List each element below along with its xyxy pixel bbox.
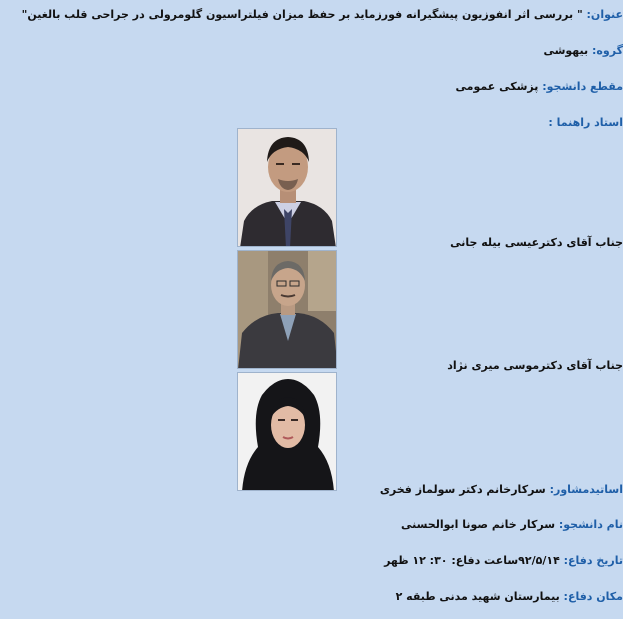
advisor-row — [380, 483, 623, 497]
portrait-woman-image — [238, 373, 337, 491]
group-value: بیهوشی — [543, 44, 589, 57]
group-label: گروه: — [592, 44, 623, 57]
advisor-value: سرکارخانم دکتر سولماز فخری — [379, 483, 546, 496]
student-value: سرکار خانم صونا ابوالحسنی — [400, 518, 556, 531]
group-row — [543, 44, 623, 58]
defense-place-row — [396, 590, 623, 604]
degree-row — [456, 80, 623, 94]
defense-date-row — [384, 554, 623, 568]
thesis-title-label: عنوان: — [586, 8, 623, 21]
degree-label: مقطع دانشجو: — [542, 80, 623, 93]
supervisor-name-1: جناب آقای دکترعیسی بیله جانی — [450, 236, 623, 249]
supervisor-photo-2 — [237, 250, 337, 369]
defense-date-label: تاریخ دفاع: — [563, 554, 623, 567]
thesis-title — [22, 8, 623, 22]
student-label: نام دانشجو: — [558, 518, 623, 531]
degree-value: پزشکی عمومی — [455, 80, 539, 93]
advisor-label: اساتیدمشاور: — [549, 483, 623, 496]
supervisors-heading — [548, 116, 623, 130]
supervisors-label: استاد راهنما : — [548, 116, 623, 129]
portrait-man-1-image — [238, 129, 337, 247]
student-row — [401, 518, 623, 532]
supervisor-name-2: جناب آقای دکترموسی میری نژاد — [447, 359, 623, 372]
student-photo — [237, 372, 337, 491]
defense-place-value: بیمارستان شهید مدنی طبقه ۲ — [395, 590, 560, 603]
defense-place-label: مکان دفاع: — [563, 590, 623, 603]
supervisor-photo-1 — [237, 128, 337, 247]
defense-date-value: ۹۲/۵/۱۴ساعت دفاع: ۳۰: ۱۲ ظهر — [384, 554, 560, 567]
thesis-title-value: " بررسی اثر انفوزیون پیشگیرانه فورزماید بر حفظ میزان فیلتراسیون گلومرولی در جراحی قلب بالغین" — [21, 8, 583, 21]
portrait-man-2-image — [238, 251, 337, 369]
